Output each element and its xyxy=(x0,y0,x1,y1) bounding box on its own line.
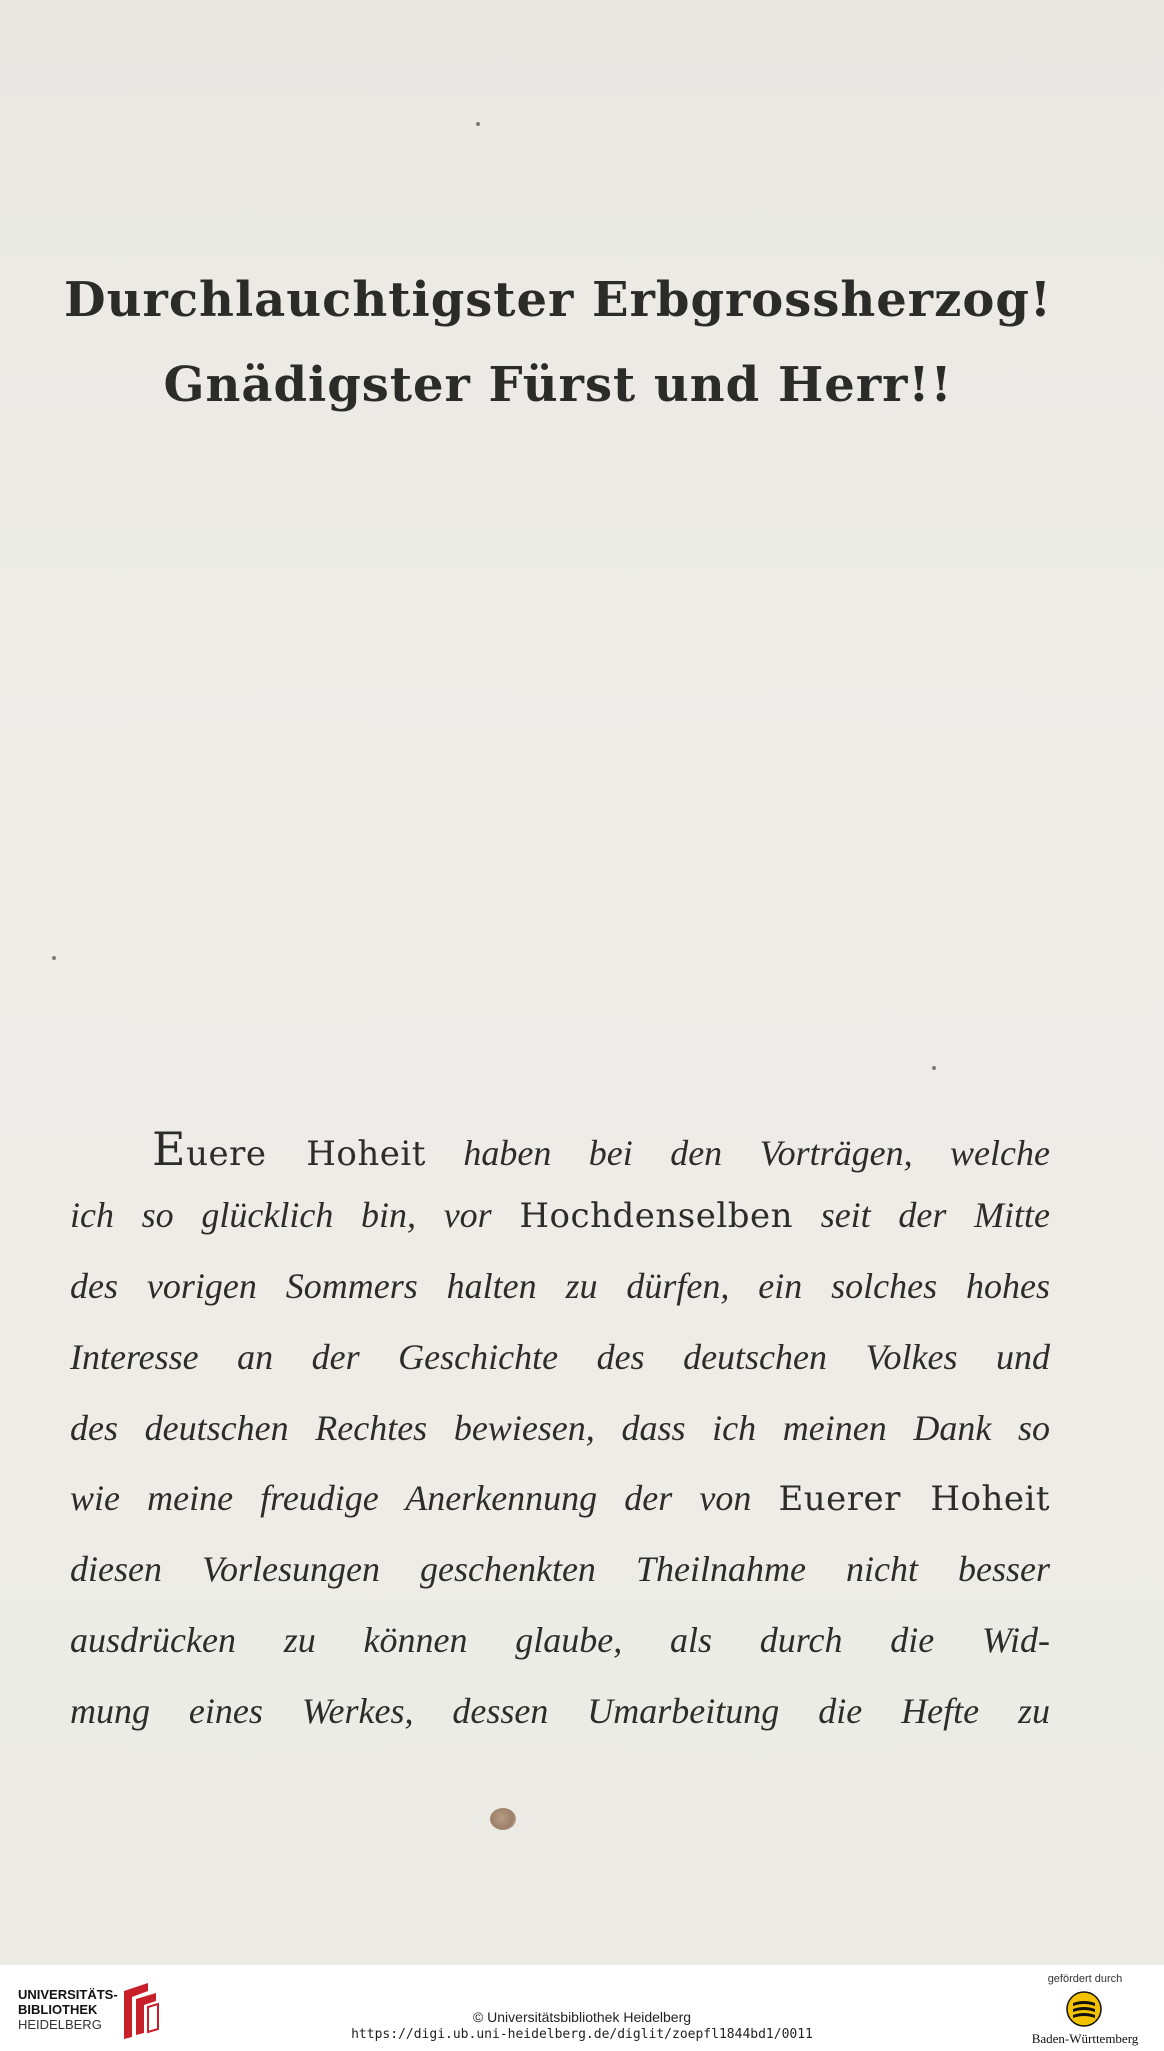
copyright-notice: © Universitätsbibliothek Heidelberg xyxy=(472,2009,692,2025)
ink-blot xyxy=(490,1808,516,1830)
library-name-line-3: HEIDELBERG xyxy=(18,2017,102,2032)
library-name-line-2: BIBLIOTHEK xyxy=(18,2002,98,2017)
funded-by-label: gefördert durch xyxy=(1047,1973,1123,1985)
hochdenselben-word: Hochdenselben xyxy=(519,1196,793,1236)
salutation-line-2: Gnädigster Fürst und Herr!! xyxy=(163,357,953,413)
text-line-5: des deutschen Rechtes bewiesen, dass ich meinen Dank so xyxy=(70,1408,1050,1448)
paper-speck xyxy=(932,1066,936,1070)
baden-wuerttemberg-emblem-icon xyxy=(1064,1989,1104,2029)
text-line-6-italic: wie meine freudige Anerkennung der von xyxy=(70,1478,752,1518)
text-line-2 xyxy=(70,1194,1050,1254)
text-line-2-italic-b: seit der Mitte xyxy=(820,1195,1051,1235)
permalink-url[interactable]: https://digi.ub.uni-heidelberg.de/diglit/zoepfl1844bd1/0011 xyxy=(351,2027,813,2042)
library-name-line-1: UNIVERSITÄTS- xyxy=(18,1987,118,2002)
text-line-9: mung eines Werkes, dessen Umarbeitung die Hefte zu xyxy=(70,1691,1050,1731)
digitization-footer xyxy=(0,1965,1164,2051)
salutation-line-1: Durchlauchtigster Erbgrossherzog! xyxy=(64,272,1052,328)
text-line-3: des vorigen Sommers halten zu dürfen, ein solches hohes xyxy=(70,1266,1050,1306)
paper-speck xyxy=(476,122,480,126)
euerer-hoheit-phrase: Euerer Hoheit xyxy=(778,1479,1051,1519)
text-line-2-italic-a: ich so glücklich bin, vor xyxy=(70,1195,492,1235)
euere-hoheit-phrase: Euere Hoheit xyxy=(152,1122,426,1176)
text-line-1 xyxy=(152,1122,1050,1182)
text-line-6 xyxy=(70,1477,1050,1537)
text-line-1-italic: haben bei den Vorträgen, welche xyxy=(463,1133,1050,1173)
text-line-4: Interesse an der Geschichte des deutschen Volkes und xyxy=(70,1337,1050,1377)
funder-name: Baden-Württemberg xyxy=(1031,2031,1139,2046)
text-line-7: diesen Vorlesungen geschenkten Theilnahme nicht besser xyxy=(70,1549,1050,1589)
text-line-8: ausdrücken zu können glaube, als durch die Wid- xyxy=(70,1620,1050,1660)
paper-speck xyxy=(52,956,56,960)
